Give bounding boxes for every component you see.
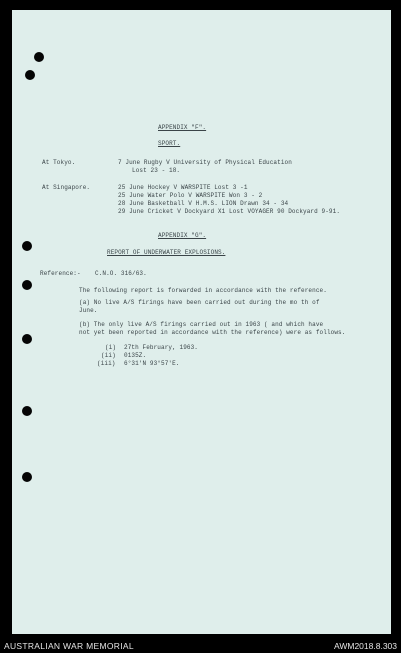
appendix-g-heading: APPENDIX "G".	[158, 232, 207, 239]
singapore-label: At Singapore.	[42, 184, 91, 191]
paragraph-a: (a) No live A/S firings have been carried out during the mo th of	[79, 299, 320, 306]
tokyo-line: Lost 23 - 18.	[132, 167, 181, 174]
item-text: 0135Z.	[124, 352, 147, 359]
singapore-line: 29 June Cricket V Dockyard X1 Lost VOYAGER 90 Dockyard 9-91.	[118, 208, 341, 215]
footer-bar	[0, 638, 401, 653]
tokyo-line: 7 June Rugby V University of Physical Education	[118, 159, 292, 166]
reference-label: Reference:-	[40, 270, 81, 277]
punch-hole	[22, 280, 32, 290]
paragraph-b: not yet been reported in accordance with the reference) were as follows.	[79, 329, 346, 336]
singapore-line: 25 June Hockey V WARSPITE Lost 3 -1	[118, 184, 248, 191]
tokyo-label: At Tokyo.	[42, 159, 76, 166]
footer-credit: AUSTRALIAN WAR MEMORIAL	[4, 641, 134, 651]
paragraph-intro: The following report is forwarded in accordance with the reference.	[79, 287, 327, 294]
punch-hole	[22, 334, 32, 344]
item-number: (iii)	[97, 360, 116, 367]
item-number: (ii)	[101, 352, 116, 359]
item-number: (i)	[105, 344, 117, 351]
report-heading: REPORT OF UNDERWATER EXPLOSIONS.	[107, 249, 226, 256]
singapore-line: 25 June Water Polo V WARSPITE Won 3 - 2	[118, 192, 263, 199]
punch-hole	[25, 70, 35, 80]
item-text: 6°31'N 93°57'E.	[124, 360, 180, 367]
reference-value: C.N.O. 316/63.	[95, 270, 147, 277]
footer-accession-number: AWM2018.8.303	[334, 641, 397, 651]
item-text: 27th February, 1963.	[124, 344, 199, 351]
paragraph-b: (b) The only live A/S firings carried out in 1963 ( and which have	[79, 321, 324, 328]
punch-hole	[22, 241, 32, 251]
punch-hole	[22, 406, 32, 416]
paragraph-a: June.	[79, 307, 98, 314]
singapore-line: 28 June Basketball V H.M.S. LION Drawn 34 - 34	[118, 200, 289, 207]
punch-hole	[22, 472, 32, 482]
sport-heading: SPORT.	[158, 140, 181, 147]
appendix-f-heading: APPENDIX "F".	[158, 124, 207, 131]
punch-hole	[34, 52, 44, 62]
